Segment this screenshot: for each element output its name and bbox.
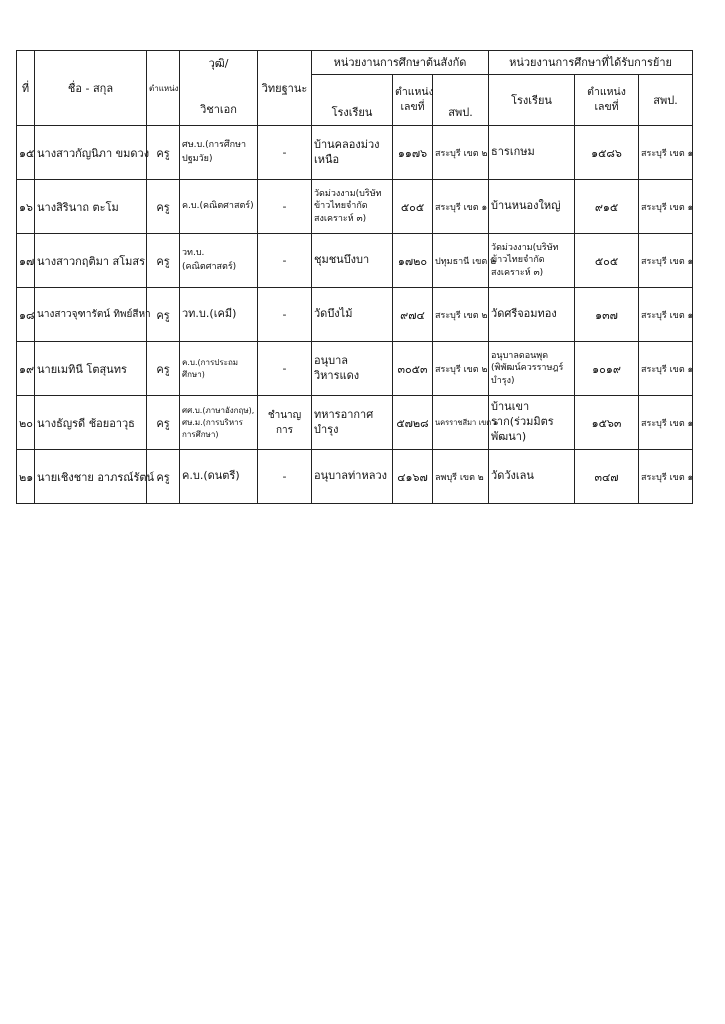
- row-to-school: อนุบาลดอนพุด (พิพัฒน์ควรราษฎร์บำรุง): [489, 342, 575, 396]
- row-name: นายเมทินี โตสุนทร: [35, 342, 147, 396]
- header-position: ตำแหน่ง: [147, 51, 180, 126]
- row-from-id: ๑๗๒๐: [393, 234, 433, 288]
- header-degree-line2: วิชาเอก: [200, 103, 237, 116]
- row-to-school: บ้านเขาราก(ร่วมมิตรพัฒนา): [489, 396, 575, 450]
- row-no: ๑๙: [17, 342, 35, 396]
- row-to-office: สระบุรี เขต ๑: [639, 450, 693, 504]
- row-from-school: อนุบาลท่าหลวง: [312, 450, 393, 504]
- row-from-office: ปทุมธานี เขต ๒: [433, 234, 489, 288]
- row-degree: ค.บ.(คณิตศาสตร์): [180, 180, 258, 234]
- row-to-id: ๓๔๗: [575, 450, 639, 504]
- row-no: ๑๖: [17, 180, 35, 234]
- row-from-id: ๔๑๖๗: [393, 450, 433, 504]
- header-rank: วิทยฐานะ: [258, 51, 312, 126]
- row-from-office: สระบุรี เขต ๑: [433, 180, 489, 234]
- row-to-school: บ้านหนองใหญ่: [489, 180, 575, 234]
- row-from-office: สระบุรี เขต ๒: [433, 126, 489, 180]
- header-to-school: โรงเรียน: [489, 74, 575, 125]
- row-no: ๒๐: [17, 396, 35, 450]
- row-to-id: ๑๕๘๖: [575, 126, 639, 180]
- header-from-office: สพป.: [433, 74, 489, 125]
- header-from-school: โรงเรียน: [312, 74, 393, 125]
- table-row: [17, 288, 693, 342]
- row-no: ๒๑: [17, 450, 35, 504]
- row-position: ครู: [147, 234, 180, 288]
- row-to-id: ๑๐๑๙: [575, 342, 639, 396]
- row-from-office: นครราชสีมา เขต ๑: [433, 396, 489, 450]
- row-from-id: ๕๗๒๘: [393, 396, 433, 450]
- table-row: [17, 126, 693, 180]
- row-rank: -: [258, 126, 312, 180]
- row-from-school: ทหารอากาศบำรุง: [312, 396, 393, 450]
- row-to-school: ธารเกษม: [489, 126, 575, 180]
- table-row: [17, 180, 693, 234]
- row-from-school: บ้านคลองม่วงเหนือ: [312, 126, 393, 180]
- row-rank: -: [258, 180, 312, 234]
- row-from-school: วัดม่วงงาม(บริษัทข้าวไทยจำกัดสงเคราะห์ ๓): [312, 180, 393, 234]
- header-degree-line1: วุฒิ/: [208, 57, 229, 70]
- row-rank: -: [258, 234, 312, 288]
- row-position: ครู: [147, 342, 180, 396]
- row-name: นางสาวจุฑารัตน์ ทิพย์สีหา: [35, 288, 147, 342]
- table-row: [17, 450, 693, 504]
- row-rank: -: [258, 288, 312, 342]
- header-origin-group: หน่วยงานการศึกษาต้นสังกัด: [312, 51, 489, 75]
- row-degree: ศษ.บ.(การศึกษาปฐมวัย): [180, 126, 258, 180]
- row-name: นางสาวกฤติมา สโมสร: [35, 234, 147, 288]
- row-to-id: ๑๓๗: [575, 288, 639, 342]
- row-degree: วท.บ.(เคมี): [180, 288, 258, 342]
- row-rank: ชำนาญการ: [258, 396, 312, 450]
- row-degree: ค.บ.(ดนตรี): [180, 450, 258, 504]
- header-no: ที่: [17, 51, 35, 126]
- row-no: ๑๗: [17, 234, 35, 288]
- table-row: [17, 234, 693, 288]
- row-no: ๑๘: [17, 288, 35, 342]
- row-to-office: สระบุรี เขต ๑: [639, 180, 693, 234]
- row-to-office: สระบุรี เขต ๑: [639, 234, 693, 288]
- row-from-id: ๑๑๗๖: [393, 126, 433, 180]
- row-name: นางสิรินาถ ตะโม: [35, 180, 147, 234]
- header-dest-group: หน่วยงานการศึกษาที่ได้รับการย้าย: [489, 51, 693, 75]
- header-name: ชื่อ - สกุล: [35, 51, 147, 126]
- row-from-office: ลพบุรี เขต ๒: [433, 450, 489, 504]
- row-to-office: สระบุรี เขต ๑: [639, 288, 693, 342]
- row-position: ครู: [147, 126, 180, 180]
- row-from-office: สระบุรี เขต ๒: [433, 342, 489, 396]
- row-from-id: ๓๐๕๓: [393, 342, 433, 396]
- row-degree: ศศ.บ.(ภาษาอังกฤษ), ศษ.ม.(การบริหารการศึกษา): [180, 396, 258, 450]
- row-to-office: สระบุรี เขต ๑: [639, 126, 693, 180]
- row-degree: วท.บ.(คณิตศาสตร์): [180, 234, 258, 288]
- table-row: [17, 396, 693, 450]
- header-to-id: ตำแหน่ง เลขที่: [575, 74, 639, 125]
- row-to-office: สระบุรี เขต ๑: [639, 396, 693, 450]
- row-degree: ค.บ.(การประถมศึกษา): [180, 342, 258, 396]
- row-position: ครู: [147, 288, 180, 342]
- row-position: ครู: [147, 396, 180, 450]
- row-name: นางสาวกัญนิภา ขมดวง: [35, 126, 147, 180]
- row-position: ครู: [147, 180, 180, 234]
- header-degree: [180, 51, 258, 126]
- row-name: นางธัญรดี ช้อยอาวุธ: [35, 396, 147, 450]
- row-to-school: วัดม่วงงาม(บริษัทข้าวไทยจำกัดสงเคราะห์ ๓): [489, 234, 575, 288]
- row-position: ครู: [147, 450, 180, 504]
- row-to-school: วัดศรีจอมทอง: [489, 288, 575, 342]
- row-from-id: ๙๗๔: [393, 288, 433, 342]
- row-rank: -: [258, 450, 312, 504]
- row-from-id: ๕๐๕: [393, 180, 433, 234]
- row-rank: -: [258, 342, 312, 396]
- row-to-id: ๑๕๖๓: [575, 396, 639, 450]
- row-to-id: ๙๑๕: [575, 180, 639, 234]
- row-to-school: วัดวังเลน: [489, 450, 575, 504]
- header-from-id: ตำแหน่ง เลขที่: [393, 74, 433, 125]
- row-to-id: ๕๐๕: [575, 234, 639, 288]
- row-no: ๑๕: [17, 126, 35, 180]
- row-from-school: วัดบึงไม้: [312, 288, 393, 342]
- row-name: นายเชิงชาย อาภรณ์รัตน์: [35, 450, 147, 504]
- table-row: [17, 342, 693, 396]
- header-to-office: สพป.: [639, 74, 693, 125]
- row-from-school: อนุบาลวิหารแดง: [312, 342, 393, 396]
- row-from-school: ชุมชนบึงบา: [312, 234, 393, 288]
- row-from-office: สระบุรี เขต ๒: [433, 288, 489, 342]
- teacher-transfer-table: [16, 50, 693, 504]
- row-to-office: สระบุรี เขต ๑: [639, 342, 693, 396]
